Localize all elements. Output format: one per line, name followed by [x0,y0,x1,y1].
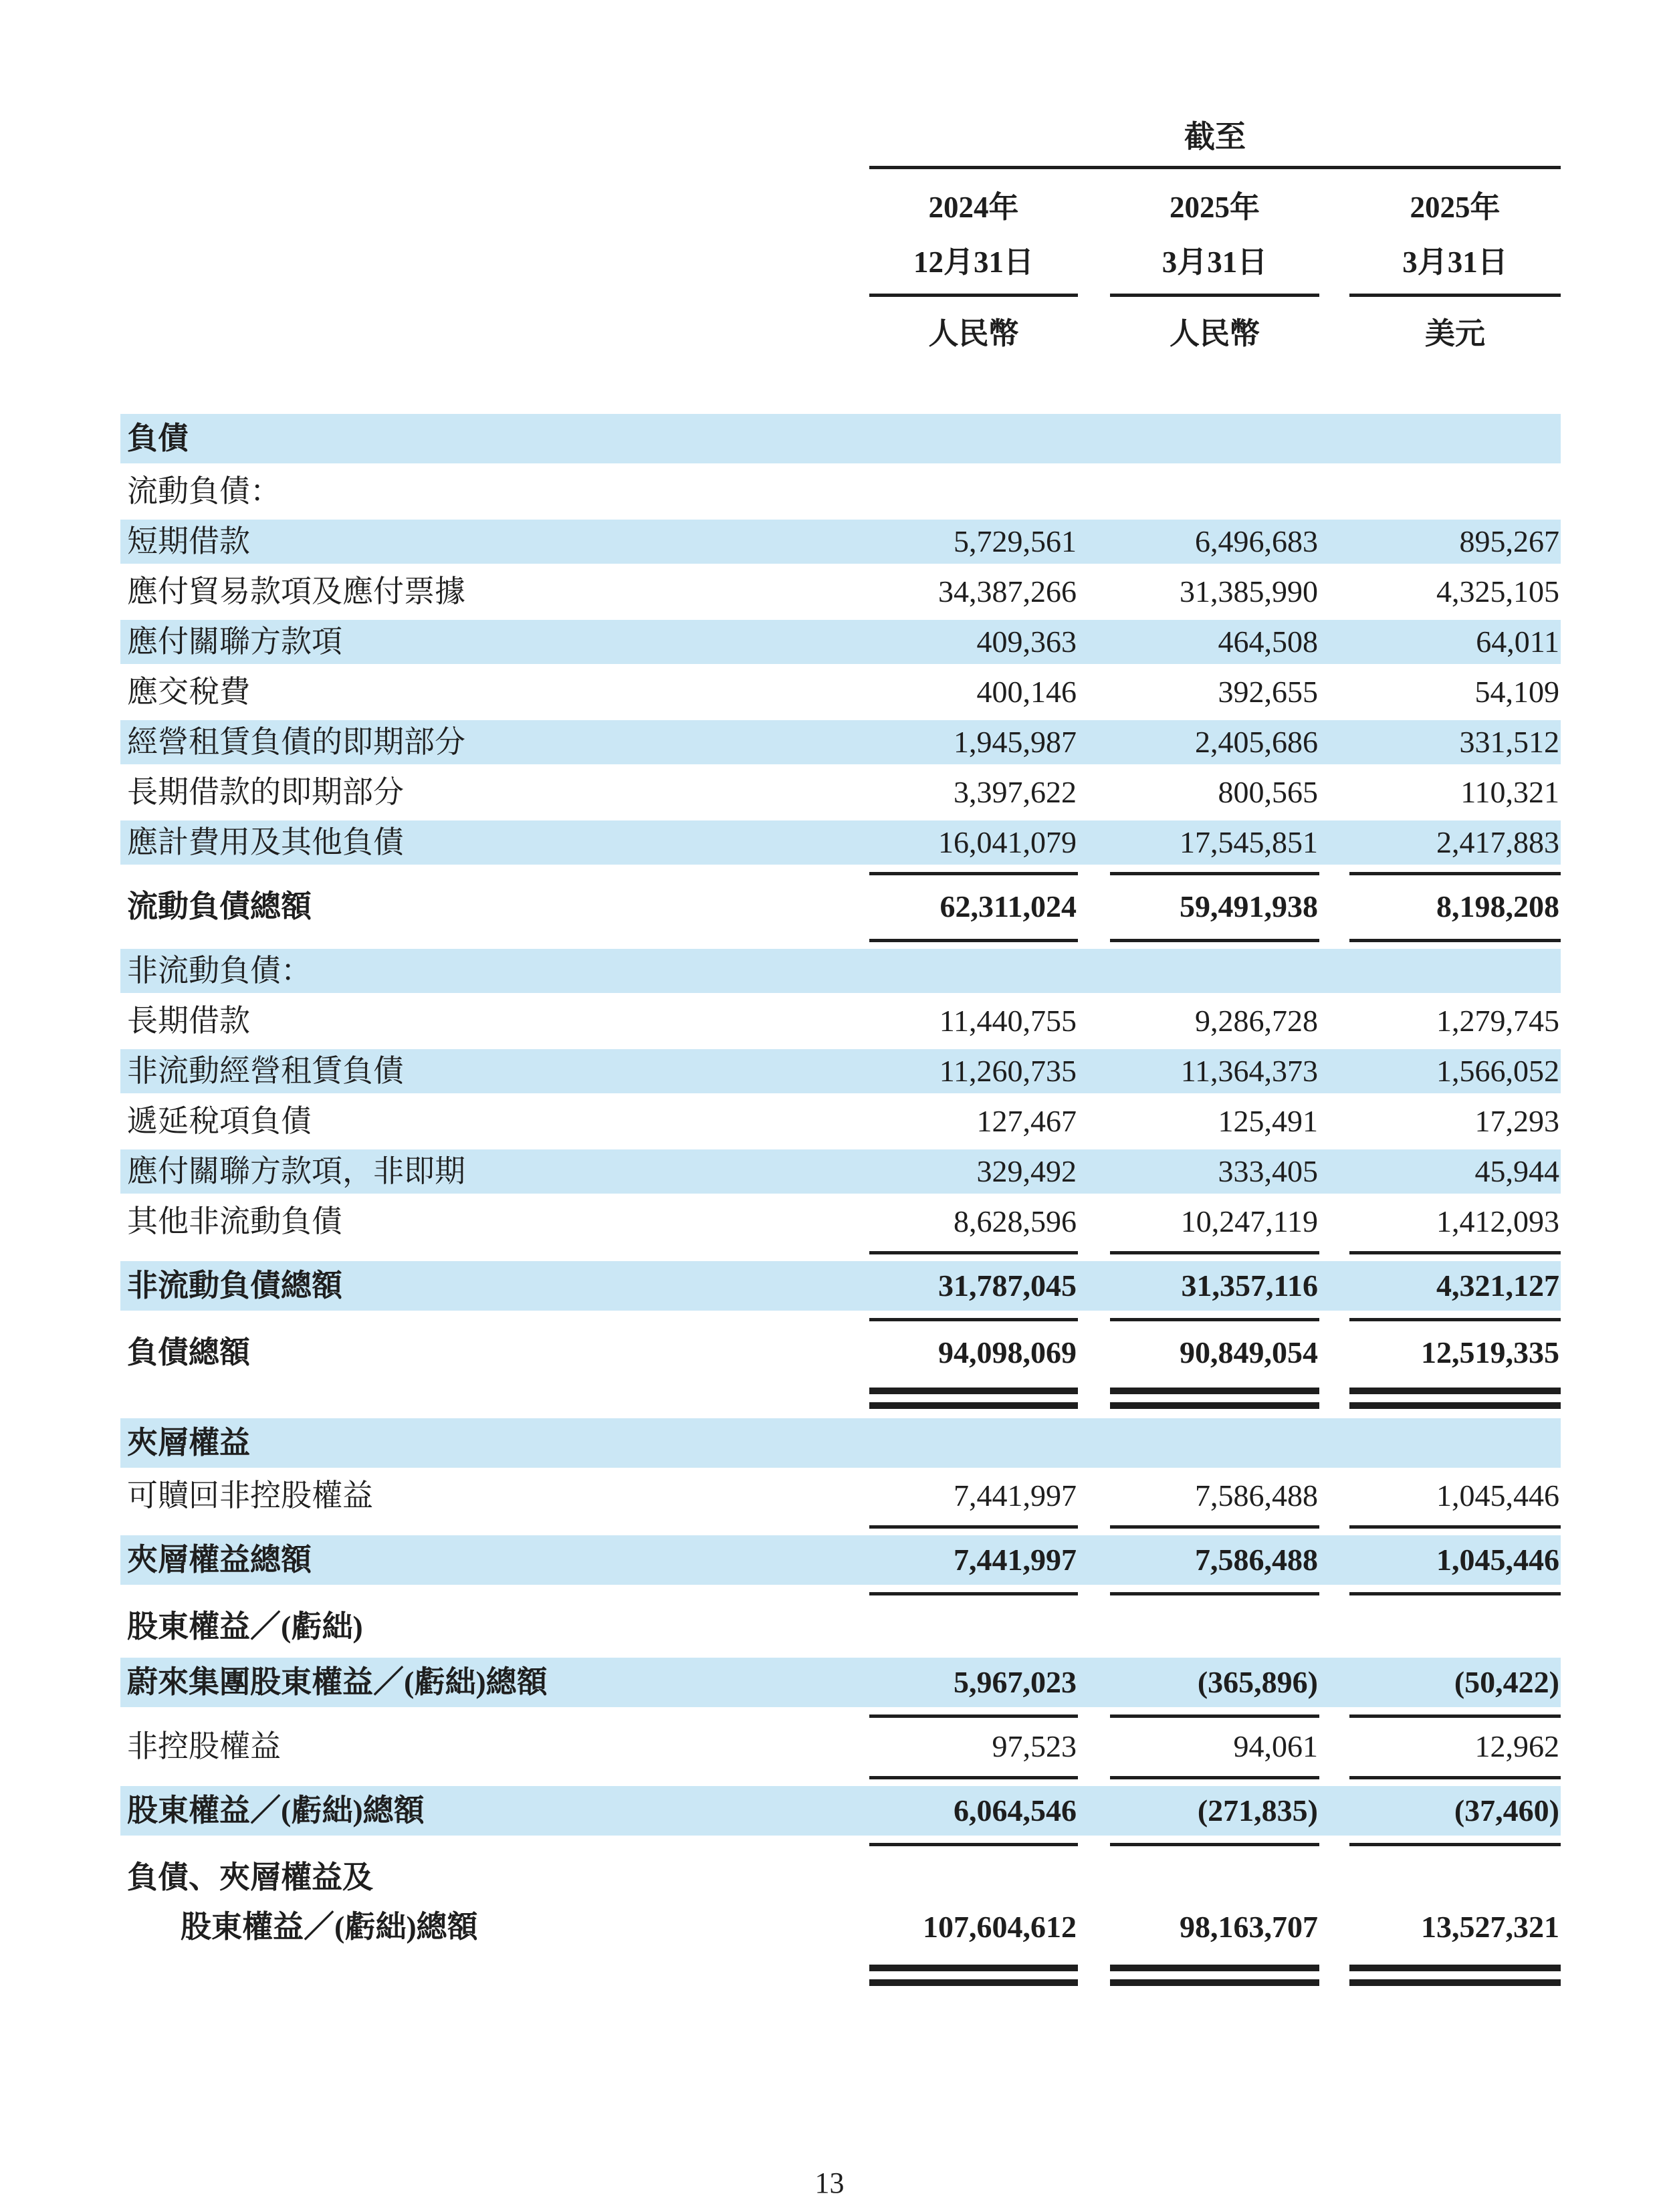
total-rule-row [120,1961,1561,1995]
table-row [120,520,1561,564]
column-currency-1: 人民幣 [928,317,1019,350]
total-rule-row [120,1250,1561,1261]
table-row [120,1099,1561,1143]
row-label: 非流動經營租賃負債 [127,1054,404,1088]
value-cell: 7,441,997 [954,1478,1077,1513]
single-rule [1349,1776,1561,1779]
row-label: 經營租賃負債的即期部分 [127,725,465,759]
double-rule [1110,1965,1319,1986]
row-label: 應付關聯方款項，非即期 [127,1154,465,1188]
column-header-period-2 [1110,169,1319,297]
row-label: 其他非流動負債 [127,1204,342,1238]
value-cell: 329,492 [976,1154,1077,1188]
value-cell: 31,385,990 [1180,574,1318,609]
value-cell: 392,655 [1218,675,1318,709]
table-row [120,1149,1561,1194]
table-row [120,620,1561,664]
single-rule [1349,1251,1561,1254]
single-rule [1110,1251,1319,1254]
row-label: 股東權益／(虧絀) [127,1610,363,1644]
currency-header-row [120,297,1561,352]
value-cell: (365,896) [1197,1665,1318,1699]
table-row [120,469,1561,514]
value-cell: 5,729,561 [954,524,1077,558]
row-label-line-1: 負債、夾層權益及 [127,1860,373,1894]
value-cell: 17,293 [1474,1104,1559,1138]
value-cell: 8,198,208 [1436,889,1559,923]
value-cell: 895,267 [1459,524,1559,558]
value-cell: 7,586,488 [1195,1478,1318,1513]
single-rule [869,1843,1078,1846]
table-row [120,1328,1561,1377]
total-rule-row [120,1775,1561,1786]
value-cell: 107,604,612 [923,1910,1077,1944]
row-label: 應計費用及其他負債 [127,825,404,859]
value-cell: 13,527,321 [1421,1910,1559,1944]
value-cell: 31,357,116 [1181,1268,1318,1303]
single-rule [1349,1843,1561,1846]
period-date: 3月31日 [1162,245,1268,279]
value-cell: 127,467 [976,1104,1077,1138]
value-cell: 2,417,883 [1436,825,1559,859]
value-cell: 9,286,728 [1195,1004,1318,1038]
value-cell: (37,460) [1454,1793,1559,1828]
value-cell: 11,260,735 [939,1054,1077,1088]
value-cell: 4,325,105 [1436,574,1559,609]
single-rule [1110,1843,1319,1846]
table-row [120,1200,1561,1244]
table-row [120,1602,1561,1652]
label-column-spacer [120,112,869,166]
value-cell: 8,628,596 [954,1204,1077,1238]
value-cell: 62,311,024 [939,889,1077,923]
value-cell: 2,405,686 [1195,725,1318,759]
value-cell: 10,247,119 [1180,1204,1318,1238]
double-rule [1349,1388,1561,1409]
single-rule [1110,1318,1319,1321]
row-label [120,1853,869,1952]
row-label: 遞延稅項負債 [127,1104,312,1138]
row-label: 負債 [127,421,189,455]
value-cell: 1,945,987 [954,725,1077,759]
table-row [120,1853,1561,1955]
single-rule [869,1592,1078,1595]
value-cell: 331,512 [1459,725,1559,759]
value-cell: 5,967,023 [954,1665,1077,1699]
value-cell: 125,491 [1218,1104,1318,1138]
value-cell: 45,944 [1474,1154,1559,1188]
single-rule [869,1776,1078,1779]
value-cell: 800,565 [1218,775,1318,809]
table-body [120,414,1561,1995]
total-rule-row [120,1591,1561,1602]
value-cell: 12,519,335 [1421,1335,1559,1369]
single-rule [1349,1592,1561,1595]
table-row [120,1418,1561,1468]
table-row [120,999,1561,1043]
row-label-line-2: 股東權益／(虧絀)總額 [181,1910,478,1944]
column-header-period-1 [869,169,1078,297]
total-rule-row [120,1317,1561,1328]
value-cell: 98,163,707 [1180,1910,1318,1944]
single-rule [869,939,1078,942]
value-cell: 6,064,546 [954,1793,1077,1828]
value-cell: (50,422) [1454,1665,1559,1699]
total-rule-row [120,1842,1561,1853]
value-cell: 12,962 [1474,1729,1559,1763]
value-cell: 6,496,683 [1195,524,1318,558]
total-rule-row [120,1524,1561,1535]
page-number: 13 [814,2167,845,2199]
double-rule [1110,1388,1319,1409]
table-row [120,414,1561,463]
table-row [120,1535,1561,1585]
period-year: 2025年 [1169,191,1260,224]
table-caption: 截至 [1184,120,1246,154]
value-cell: 1,045,446 [1436,1543,1559,1577]
value-cell: 94,061 [1233,1729,1318,1763]
value-cell: 110,321 [1460,775,1559,809]
value-cell: 1,045,446 [1436,1478,1559,1513]
table-row [120,820,1561,865]
row-label: 流動負債： [127,474,281,508]
value-cell: 1,412,093 [1436,1204,1559,1238]
single-rule [1349,1318,1561,1321]
value-cell: 34,387,266 [938,574,1077,609]
single-rule [1110,939,1319,942]
row-label: 蔚來集團股東權益／(虧絀)總額 [127,1665,548,1699]
single-rule [1110,1525,1319,1529]
table-row [120,882,1561,931]
row-label: 夾層權益 [127,1426,250,1460]
value-cell: 11,440,755 [939,1004,1077,1038]
value-cell: 1,279,745 [1436,1004,1559,1038]
value-cell: (271,835) [1197,1793,1318,1828]
value-cell: 3,397,622 [954,775,1077,809]
table-header [120,112,1561,352]
row-label: 應付關聯方款項 [127,625,342,659]
value-cell: 59,491,938 [1180,889,1318,923]
table-row [120,1474,1561,1518]
value-cell: 7,441,997 [954,1543,1077,1577]
total-rule-row [120,871,1561,882]
value-cell: 11,364,373 [1180,1054,1318,1088]
value-cell: 16,041,079 [938,825,1077,859]
double-rule [869,1388,1078,1409]
single-rule [869,1525,1078,1529]
value-cell: 333,405 [1218,1154,1318,1188]
row-label: 應交稅費 [127,675,250,709]
double-rule [1349,1965,1561,1986]
value-cell: 94,098,069 [938,1335,1077,1369]
value-cell: 64,011 [1476,625,1559,659]
row-label: 負債總額 [127,1335,250,1369]
period-year: 2024年 [928,191,1019,224]
value-cell: 54,109 [1474,675,1559,709]
value-cell: 400,146 [976,675,1077,709]
column-currency-2: 人民幣 [1169,317,1260,350]
table-row [120,570,1561,614]
single-rule [1110,1715,1319,1718]
value-cell: 4,321,127 [1436,1268,1559,1303]
value-cell: 17,545,851 [1180,825,1318,859]
row-label: 夾層權益總額 [127,1543,312,1577]
table-row [120,949,1561,993]
table-row [120,770,1561,814]
single-rule [1110,872,1319,875]
column-currency-3: 美元 [1424,317,1485,350]
single-rule [869,1715,1078,1718]
single-rule [869,1251,1078,1254]
period-date: 12月31日 [913,245,1034,279]
row-label: 短期借款 [127,524,250,558]
row-label: 非流動負債： [127,954,312,988]
table-row [120,1725,1561,1769]
table-row [120,1049,1561,1093]
table-row [120,1786,1561,1836]
total-rule-row [120,937,1561,949]
value-cell: 409,363 [976,625,1077,659]
row-label: 股東權益／(虧絀)總額 [127,1793,425,1828]
row-label: 流動負債總額 [127,889,312,923]
single-rule [869,872,1078,875]
double-rule [869,1965,1078,1986]
single-rule [1110,1776,1319,1779]
single-rule [1349,939,1561,942]
value-cell: 464,508 [1218,625,1318,659]
row-label: 可贖回非控股權益 [127,1478,373,1513]
value-cell: 31,787,045 [938,1268,1077,1303]
table-row [120,1658,1561,1707]
single-rule [1349,1525,1561,1529]
caption-row [120,112,1561,166]
balance-sheet-table [120,112,1561,1995]
single-rule [1349,872,1561,875]
row-label: 應付貿易款項及應付票據 [127,574,465,609]
single-rule [1349,1715,1561,1718]
period-year: 2025年 [1410,191,1501,224]
value-cell: 1,566,052 [1436,1054,1559,1088]
table-row [120,720,1561,764]
row-label: 長期借款的即期部分 [127,775,404,809]
row-label: 長期借款 [127,1004,250,1038]
value-cell: 90,849,054 [1180,1335,1318,1369]
single-rule [869,1318,1078,1321]
table-row [120,670,1561,714]
row-label: 非流動負債總額 [127,1268,342,1303]
value-cell: 97,523 [992,1729,1077,1763]
period-header-row [120,169,1561,297]
total-rule-row [120,1713,1561,1725]
row-label: 非控股權益 [127,1729,281,1763]
table-row [120,1261,1561,1311]
period-date: 3月31日 [1402,245,1508,279]
column-header-period-3 [1349,169,1561,297]
value-cell: 7,586,488 [1195,1543,1318,1577]
total-rule-row [120,1384,1561,1418]
page-footer [0,2166,1659,2200]
single-rule [1110,1592,1319,1595]
